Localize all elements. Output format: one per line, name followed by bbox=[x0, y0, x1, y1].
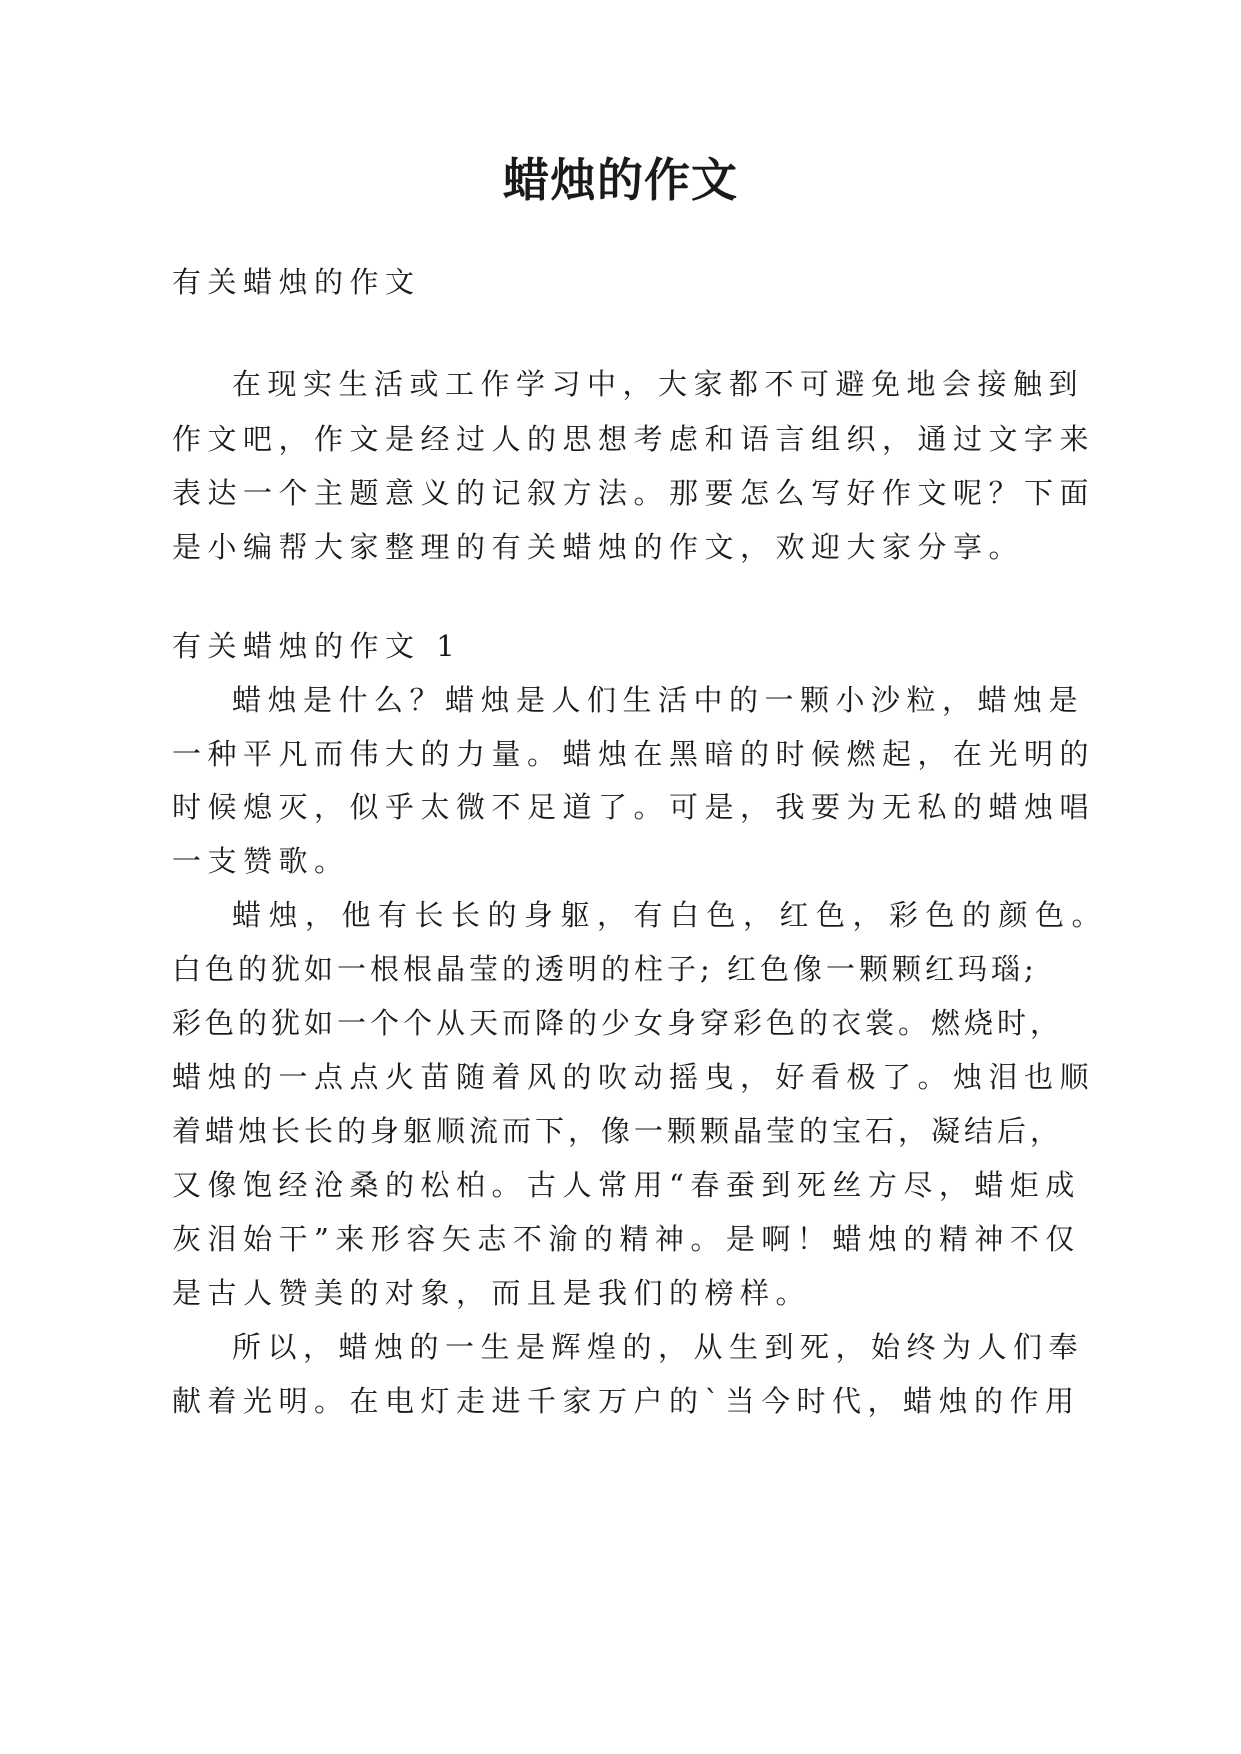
line-text: 表达一个主题意义的记叙方法。那要怎么写好作文呢？下面 bbox=[172, 476, 1096, 510]
line-text: 是古人赞美的对象，而且是我们的榜样。 bbox=[172, 1276, 812, 1310]
line-text: 是小编帮大家整理的有关蜡烛的作文，欢迎大家分享。 bbox=[172, 530, 1025, 564]
line-text: 蜡烛的一点点火苗随着风的吹动摇曳，好看极了。烛泪也顺 bbox=[172, 1060, 1096, 1094]
line-text: 有关蜡烛的作文 bbox=[172, 265, 421, 299]
line-text: 灰泪始干”来形容矢志不渝的精神。是啊！蜡烛的精神不仅 bbox=[172, 1222, 1081, 1256]
line-text: 时候熄灭，似乎太微不足道了。可是，我要为无私的蜡烛唱 bbox=[172, 790, 1096, 824]
line-text: 蜡烛是什么？蜡烛是人们生活中的一颗小沙粒，蜡烛是 bbox=[232, 683, 1085, 717]
line-text: 一支赞歌。 bbox=[172, 844, 350, 878]
line-text: 白色的犹如一根根晶莹的透明的柱子; 红色像一颗颗红玛瑙; bbox=[172, 952, 1038, 986]
line-text: 在现实生活或工作学习中，大家都不可避免地会接触到 bbox=[232, 367, 1085, 401]
line-text: 作文吧，作文是经过人的思想考虑和语言组织，通过文字来 bbox=[172, 422, 1096, 456]
line-text: 蜡烛，他有长长的身躯，有白色，红色，彩色的颜色。 bbox=[232, 898, 1109, 932]
line-text: 又像饱经沧桑的松柏。古人常用“春蚕到死丝方尽，蜡炬成 bbox=[172, 1168, 1081, 1202]
document-title: 蜡烛的作文 bbox=[503, 153, 738, 207]
line-text: 献着光明。在电灯走进千家万户的`当今时代，蜡烛的作用 bbox=[172, 1384, 1081, 1418]
line-text: 一种平凡而伟大的力量。蜡烛在黑暗的时候燃起，在光明的 bbox=[172, 737, 1096, 771]
line-text: 所以，蜡烛的一生是辉煌的，从生到死，始终为人们奉 bbox=[232, 1330, 1085, 1364]
line-text: 有关蜡烛的作文 1 bbox=[172, 629, 462, 663]
line-text: 着蜡烛长长的身躯顺流而下，像一颗颗晶莹的宝石，凝结后， bbox=[172, 1114, 1064, 1148]
line-text: 彩色的犹如一个个从天而降的少女身穿彩色的衣裳。燃烧时， bbox=[172, 1006, 1064, 1040]
